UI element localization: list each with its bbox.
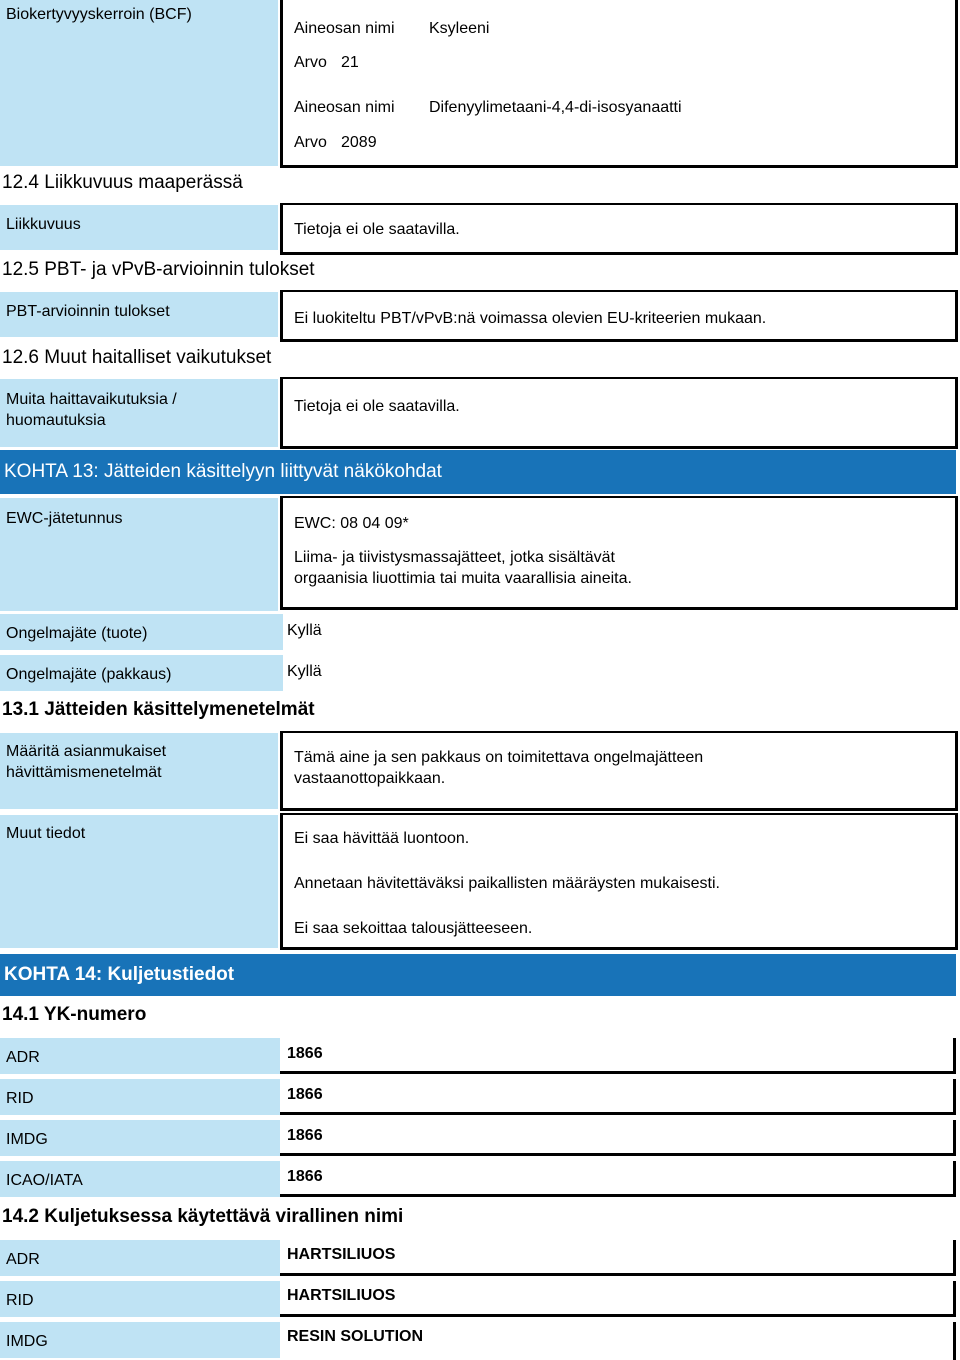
mobility-value: Tietoja ei ole saatavilla. <box>294 221 460 238</box>
un-row-icao-label-cell <box>0 1161 280 1197</box>
section-13-1-heading: 13.1 Jätteiden käsittelymenetelmät <box>2 699 315 720</box>
name-row-imdg-label: IMDG <box>6 1333 48 1350</box>
methods-label-cell <box>0 733 278 809</box>
other-effects-value: Tietoja ei ole saatavilla. <box>294 398 460 415</box>
un-row-adr-value: 1866 <box>287 1045 323 1062</box>
un-row-rid-label-cell <box>0 1079 280 1115</box>
section-14-2-heading: 14.2 Kuljetuksessa käytettävä virallinen nimi <box>2 1206 404 1227</box>
bcf-value-1: 21 <box>341 54 359 71</box>
name-row-rid-label-cell <box>0 1281 280 1317</box>
un-row-rid-value: 1866 <box>287 1086 323 1103</box>
un-row-rid-label: RID <box>6 1090 34 1107</box>
hazard-package-label: Ongelmajäte (pakkaus) <box>6 666 172 683</box>
un-row-imdg-label: IMDG <box>6 1131 48 1148</box>
section-12-6-heading: 12.6 Muut haitalliset vaikutukset <box>2 347 272 368</box>
un-row-icao-value-box <box>280 1161 956 1197</box>
un-row-imdg-value: 1866 <box>287 1127 323 1144</box>
bcf-name-label-2: Aineosan nimi <box>294 99 395 116</box>
un-row-adr-label-cell <box>0 1038 280 1074</box>
un-row-imdg-label-cell <box>0 1120 280 1156</box>
hazard-product-value: Kyllä <box>287 622 322 639</box>
other-info-label-cell <box>0 815 278 948</box>
bcf-value-label-2: Arvo <box>294 134 327 151</box>
section-14-1-heading: 14.1 YK-numero <box>2 1004 147 1025</box>
ewc-desc-line1: Liima- ja tiivistysmassajätteet, jotka sisältävät <box>294 549 615 566</box>
other-info-line2: Annetaan hävitettäväksi paikallisten määräysten mukaisesti. <box>294 875 720 892</box>
ewc-desc-line2: orgaanisia liuottimia tai muita vaarallisia aineita. <box>294 570 632 587</box>
un-row-icao-value: 1866 <box>287 1168 323 1185</box>
bcf-label-cell <box>0 0 278 166</box>
hazard-product-label-cell <box>0 614 283 650</box>
other-effects-label-cell <box>0 379 278 447</box>
hazard-package-label-cell <box>0 655 283 691</box>
name-row-imdg-value: RESIN SOLUTION <box>287 1328 424 1345</box>
name-row-rid-label: RID <box>6 1292 34 1309</box>
hazard-product-label: Ongelmajäte (tuote) <box>6 625 148 642</box>
name-row-adr-label: ADR <box>6 1251 40 1268</box>
name-row-imdg-label-cell <box>0 1322 280 1358</box>
un-row-imdg-value-box <box>280 1120 956 1156</box>
methods-value-line2: vastaanottopaikkaan. <box>294 770 446 787</box>
pbt-label: PBT-arvioinnin tulokset <box>6 303 170 320</box>
name-row-adr-value: HARTSILIUOS <box>287 1246 396 1263</box>
ewc-code: EWC: 08 04 09* <box>294 515 409 532</box>
other-info-line3: Ei saa sekoittaa talousjätteeseen. <box>294 920 533 937</box>
other-info-label: Muut tiedot <box>6 825 86 842</box>
bcf-name-2: Difenyylimetaani-4,4-di-isosyanaatti <box>429 99 682 116</box>
un-row-icao-label: ICAO/IATA <box>6 1172 83 1189</box>
section-12-5-heading: 12.5 PBT- ja vPvB-arvioinnin tulokset <box>2 259 315 280</box>
bcf-value-label-1: Arvo <box>294 54 327 71</box>
methods-value-line1: Tämä aine ja sen pakkaus on toimitettava ongelmajätteen <box>294 749 704 766</box>
other-effects-label-line1: Muita haittavaikutuksia / <box>6 391 177 408</box>
mobility-label: Liikkuvuus <box>6 216 81 233</box>
ewc-label: EWC-jätetunnus <box>6 510 123 527</box>
pbt-label-cell <box>0 292 278 337</box>
bcf-label: Biokertyvyyskerroin (BCF) <box>6 6 192 23</box>
other-effects-label-line2: huomautuksia <box>6 412 106 429</box>
section-13-title: KOHTA 13: Jätteiden käsittelyyn liittyvät näkökohdat <box>4 461 442 482</box>
pbt-value: Ei luokiteltu PBT/vPvB:nä voimassa olevien EU-kriteerien mukaan. <box>294 310 767 327</box>
hazard-package-value: Kyllä <box>287 663 322 680</box>
ewc-label-cell <box>0 498 278 611</box>
bcf-name-1: Ksyleeni <box>429 20 490 37</box>
section-12-4-heading: 12.4 Liikkuvuus maaperässä <box>2 172 243 193</box>
section-14-band <box>0 954 956 996</box>
other-info-line1: Ei saa hävittää luontoon. <box>294 830 470 847</box>
section-14-title: KOHTA 14: Kuljetustiedot <box>4 964 235 985</box>
un-row-adr-label: ADR <box>6 1049 40 1066</box>
methods-label-line2: hävittämismenetelmät <box>6 764 162 781</box>
bcf-value-2: 2089 <box>341 134 377 151</box>
mobility-label-cell <box>0 205 278 250</box>
un-row-rid-value-box <box>280 1079 956 1115</box>
section-13-band <box>0 450 956 494</box>
name-row-rid-value: HARTSILIUOS <box>287 1287 396 1304</box>
methods-label-line1: Määritä asianmukaiset <box>6 743 167 760</box>
bcf-name-label-1: Aineosan nimi <box>294 20 395 37</box>
name-row-adr-label-cell <box>0 1240 280 1276</box>
un-row-adr-value-box <box>280 1038 956 1074</box>
